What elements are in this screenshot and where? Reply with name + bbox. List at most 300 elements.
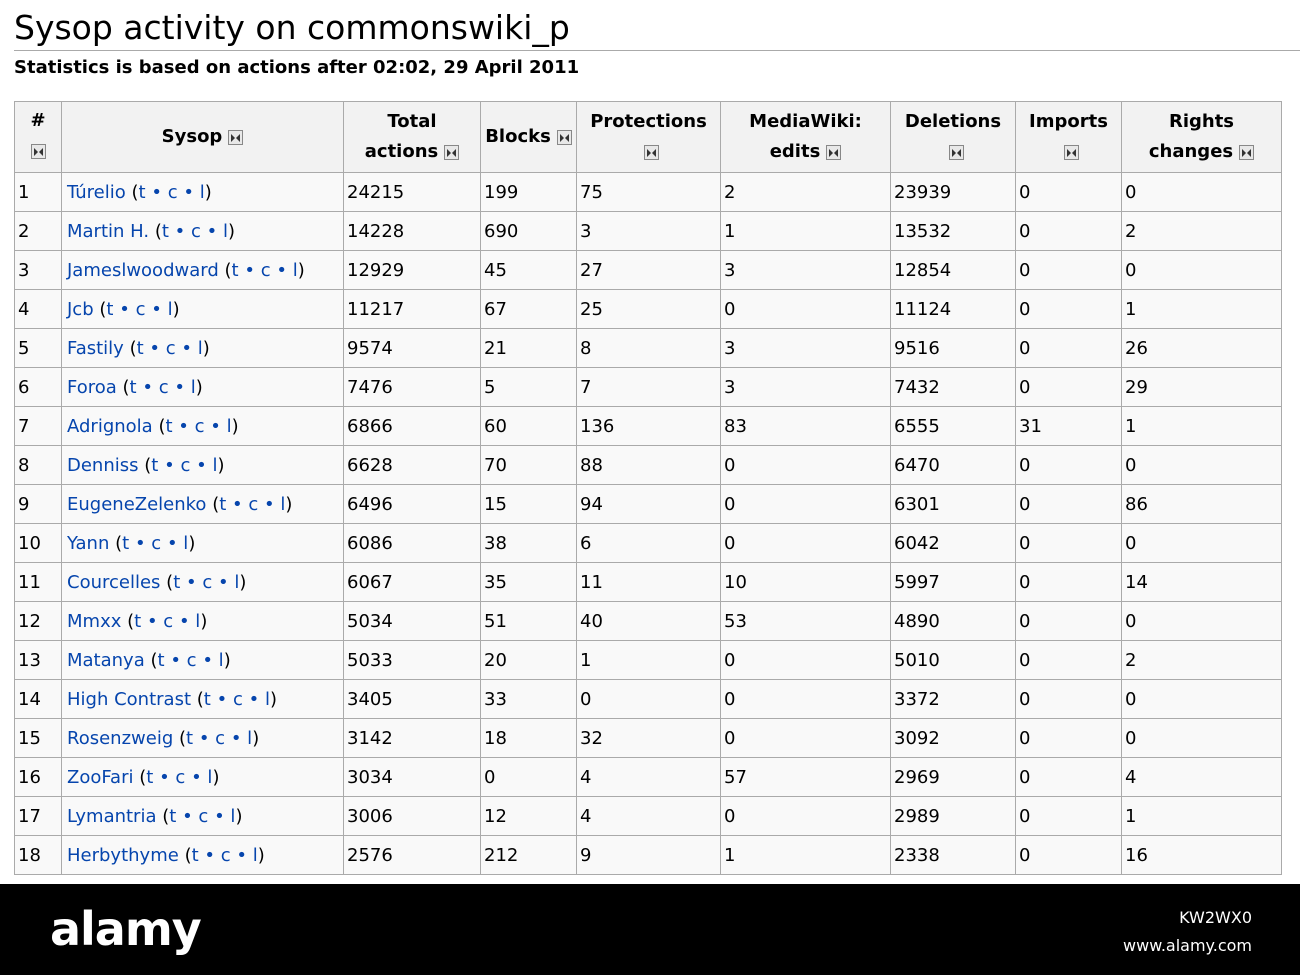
cell-rights: 1 bbox=[1122, 407, 1282, 446]
talk-link[interactable]: t bbox=[136, 337, 144, 359]
separator: • bbox=[210, 415, 221, 437]
table-row bbox=[15, 446, 1282, 485]
contribs-link[interactable]: c bbox=[220, 844, 231, 866]
cell-imports: 31 bbox=[1016, 407, 1122, 446]
cell-rights: 0 bbox=[1122, 446, 1282, 485]
separator: • bbox=[178, 415, 189, 437]
cell-rank: 18 bbox=[15, 836, 62, 875]
separator: • bbox=[151, 298, 162, 320]
table-row bbox=[15, 251, 1282, 290]
cell-blocks: 70 bbox=[481, 446, 577, 485]
cell-imports: 0 bbox=[1016, 641, 1122, 680]
separator: • bbox=[142, 376, 153, 398]
table-row bbox=[15, 407, 1282, 446]
cell-rank: 15 bbox=[15, 719, 62, 758]
talk-link[interactable]: t bbox=[122, 532, 130, 554]
cell-total: 2576 bbox=[344, 836, 481, 875]
contribs-link[interactable]: c bbox=[151, 532, 162, 554]
page-title: Sysop activity on commonswiki_p bbox=[14, 8, 1300, 51]
cell-deletions: 11124 bbox=[891, 290, 1016, 329]
column-header-rights[interactable] bbox=[1122, 102, 1282, 173]
close-paren: ) bbox=[200, 610, 208, 632]
contribs-link[interactable]: c bbox=[248, 493, 259, 515]
cell-imports: 0 bbox=[1016, 485, 1122, 524]
cell-rank: 3 bbox=[15, 251, 62, 290]
separator: • bbox=[248, 688, 260, 710]
contribs-link[interactable]: c bbox=[202, 571, 213, 593]
open-paren: ( bbox=[224, 259, 232, 281]
sysop-user-link[interactable]: High Contrast bbox=[67, 688, 192, 710]
contribs-link[interactable]: c bbox=[165, 337, 176, 359]
cell-rights: 86 bbox=[1122, 485, 1282, 524]
cell-total: 3034 bbox=[344, 758, 481, 797]
column-header-label: Deletions bbox=[904, 111, 1002, 132]
cell-imports: 0 bbox=[1016, 797, 1122, 836]
cell-rights: 0 bbox=[1122, 173, 1282, 212]
cell-rights: 0 bbox=[1122, 680, 1282, 719]
logs-link[interactable]: l bbox=[226, 415, 232, 437]
separator: • bbox=[216, 688, 228, 710]
close-paren: ) bbox=[202, 337, 210, 359]
table-row bbox=[15, 212, 1282, 251]
open-paren: ( bbox=[122, 376, 130, 398]
close-paren: ) bbox=[257, 844, 265, 866]
column-header-label: Protections bbox=[590, 111, 707, 132]
talk-link[interactable]: t bbox=[219, 493, 227, 515]
column-header-imports[interactable] bbox=[1016, 102, 1122, 173]
cell-rights: 1 bbox=[1122, 290, 1282, 329]
talk-link[interactable]: t bbox=[169, 805, 177, 827]
open-paren: ( bbox=[158, 415, 166, 437]
logs-link[interactable]: l bbox=[292, 259, 298, 281]
logs-link[interactable]: l bbox=[195, 610, 201, 632]
logs-link[interactable]: l bbox=[199, 181, 205, 203]
cell-total: 5034 bbox=[344, 602, 481, 641]
sort-icon[interactable] bbox=[1239, 145, 1254, 160]
separator: • bbox=[214, 805, 225, 827]
watermark-bar bbox=[0, 884, 1300, 975]
cell-rank: 9 bbox=[15, 485, 62, 524]
cell-mediawiki: 2 bbox=[721, 173, 891, 212]
cell-imports: 0 bbox=[1016, 836, 1122, 875]
cell-sysop bbox=[62, 368, 344, 407]
sysop-user-link[interactable]: Adrignola bbox=[67, 415, 153, 437]
cell-blocks: 690 bbox=[481, 212, 577, 251]
cell-protections: 27 bbox=[577, 251, 721, 290]
cell-rights: 2 bbox=[1122, 212, 1282, 251]
cell-protections: 6 bbox=[577, 524, 721, 563]
sysop-user-link[interactable]: Mmxx bbox=[67, 610, 122, 632]
sysop-user-link[interactable]: Túrelio bbox=[67, 181, 126, 203]
open-paren: ( bbox=[139, 766, 147, 788]
contribs-link[interactable]: c bbox=[158, 376, 169, 398]
table-row bbox=[15, 173, 1282, 212]
open-paren: ( bbox=[212, 493, 220, 515]
cell-deletions: 6301 bbox=[891, 485, 1016, 524]
sysop-user-link[interactable]: Fastily bbox=[67, 337, 124, 359]
cell-protections: 40 bbox=[577, 602, 721, 641]
logs-link[interactable]: l bbox=[234, 571, 240, 593]
contribs-link[interactable]: c bbox=[175, 766, 186, 788]
cell-deletions: 3092 bbox=[891, 719, 1016, 758]
close-paren: ) bbox=[228, 220, 236, 242]
column-header-sysop[interactable] bbox=[62, 102, 344, 173]
cell-sysop bbox=[62, 719, 344, 758]
watermark-site: www.alamy.com bbox=[1123, 936, 1252, 955]
separator: • bbox=[236, 844, 248, 866]
cell-total: 6086 bbox=[344, 524, 481, 563]
cell-sysop bbox=[62, 758, 344, 797]
open-paren: ( bbox=[99, 298, 107, 320]
cell-sysop bbox=[62, 485, 344, 524]
sysop-user-link[interactable]: ZooFari bbox=[67, 766, 134, 788]
cell-rights: 2 bbox=[1122, 641, 1282, 680]
separator: • bbox=[183, 181, 194, 203]
cell-mediawiki: 0 bbox=[721, 290, 891, 329]
cell-rank: 2 bbox=[15, 212, 62, 251]
separator: • bbox=[178, 610, 190, 632]
table-row bbox=[15, 641, 1282, 680]
talk-link[interactable]: t bbox=[173, 571, 181, 593]
contribs-link[interactable]: c bbox=[191, 220, 201, 242]
separator: • bbox=[134, 532, 146, 554]
cell-total: 5033 bbox=[344, 641, 481, 680]
column-header-label: Blocks bbox=[485, 126, 551, 147]
contribs-link[interactable]: c bbox=[167, 181, 178, 203]
cell-blocks: 0 bbox=[481, 758, 577, 797]
cell-blocks: 18 bbox=[481, 719, 577, 758]
cell-sysop bbox=[62, 563, 344, 602]
cell-deletions: 2969 bbox=[891, 758, 1016, 797]
talk-link[interactable]: t bbox=[146, 766, 154, 788]
sysop-user-link[interactable]: Yann bbox=[67, 532, 110, 554]
separator: • bbox=[191, 766, 202, 788]
logs-link[interactable]: l bbox=[207, 766, 213, 788]
table-header-row bbox=[15, 102, 1282, 173]
cell-rights: 1 bbox=[1122, 797, 1282, 836]
contribs-link[interactable]: c bbox=[186, 649, 197, 671]
separator: • bbox=[182, 805, 193, 827]
talk-link[interactable]: t bbox=[231, 259, 239, 281]
separator: • bbox=[149, 337, 161, 359]
cell-rights: 29 bbox=[1122, 368, 1282, 407]
cell-total: 11217 bbox=[344, 290, 481, 329]
talk-link[interactable]: t bbox=[186, 727, 194, 749]
cell-sysop bbox=[62, 212, 344, 251]
column-header-label: # bbox=[30, 110, 46, 131]
contribs-link[interactable]: c bbox=[135, 298, 146, 320]
contribs-link[interactable]: c bbox=[232, 688, 243, 710]
sysop-user-link[interactable]: Matanya bbox=[67, 649, 145, 671]
cell-blocks: 67 bbox=[481, 290, 577, 329]
contribs-link[interactable]: c bbox=[163, 610, 174, 632]
cell-total: 7476 bbox=[344, 368, 481, 407]
contribs-link[interactable]: c bbox=[215, 727, 226, 749]
logs-link[interactable]: l bbox=[212, 454, 218, 476]
sort-icon[interactable] bbox=[826, 145, 841, 160]
logs-link[interactable]: l bbox=[230, 805, 236, 827]
cell-total: 9574 bbox=[344, 329, 481, 368]
cell-deletions: 13532 bbox=[891, 212, 1016, 251]
cell-deletions: 4890 bbox=[891, 602, 1016, 641]
cell-protections: 11 bbox=[577, 563, 721, 602]
open-paren: ( bbox=[196, 688, 204, 710]
cell-protections: 25 bbox=[577, 290, 721, 329]
logs-link[interactable]: l bbox=[167, 298, 173, 320]
sysop-user-link[interactable]: EugeneZelenko bbox=[67, 493, 207, 515]
cell-imports: 0 bbox=[1016, 290, 1122, 329]
cell-protections: 75 bbox=[577, 173, 721, 212]
cell-imports: 0 bbox=[1016, 758, 1122, 797]
cell-total: 6628 bbox=[344, 446, 481, 485]
talk-link[interactable]: t bbox=[106, 298, 114, 320]
open-paren: ( bbox=[144, 454, 152, 476]
separator: • bbox=[230, 727, 242, 749]
table-row bbox=[15, 290, 1282, 329]
column-header-blocks[interactable] bbox=[481, 102, 577, 173]
column-header-label: Sysop bbox=[161, 126, 223, 147]
contribs-link[interactable]: c bbox=[194, 415, 205, 437]
column-header-deletions[interactable] bbox=[891, 102, 1016, 173]
cell-mediawiki: 0 bbox=[721, 680, 891, 719]
logs-link[interactable]: l bbox=[223, 220, 229, 242]
cell-rank: 10 bbox=[15, 524, 62, 563]
cell-imports: 0 bbox=[1016, 524, 1122, 563]
cell-imports: 0 bbox=[1016, 680, 1122, 719]
cell-deletions: 5010 bbox=[891, 641, 1016, 680]
cell-blocks: 33 bbox=[481, 680, 577, 719]
table-row bbox=[15, 602, 1282, 641]
close-paren: ) bbox=[297, 259, 305, 281]
cell-mediawiki: 0 bbox=[721, 641, 891, 680]
talk-link[interactable]: t bbox=[203, 688, 211, 710]
contribs-link[interactable]: c bbox=[198, 805, 209, 827]
column-header-label-line2: edits bbox=[769, 141, 821, 162]
cell-protections: 88 bbox=[577, 446, 721, 485]
separator: • bbox=[159, 766, 170, 788]
cell-sysop bbox=[62, 173, 344, 212]
table-row bbox=[15, 485, 1282, 524]
cell-blocks: 45 bbox=[481, 251, 577, 290]
close-paren: ) bbox=[231, 415, 239, 437]
cell-deletions: 5997 bbox=[891, 563, 1016, 602]
sysop-user-link[interactable]: Herbythyme bbox=[67, 844, 179, 866]
talk-link[interactable]: t bbox=[161, 220, 169, 242]
cell-deletions: 12854 bbox=[891, 251, 1016, 290]
open-paren: ( bbox=[184, 844, 192, 866]
cell-mediawiki: 3 bbox=[721, 329, 891, 368]
cell-deletions: 2338 bbox=[891, 836, 1016, 875]
cell-deletions: 6042 bbox=[891, 524, 1016, 563]
cell-sysop bbox=[62, 290, 344, 329]
cell-rank: 14 bbox=[15, 680, 62, 719]
separator: • bbox=[217, 571, 229, 593]
cell-sysop bbox=[62, 524, 344, 563]
table-row bbox=[15, 329, 1282, 368]
sort-icon[interactable] bbox=[1064, 145, 1079, 160]
close-paren: ) bbox=[269, 688, 277, 710]
cell-rights: 4 bbox=[1122, 758, 1282, 797]
column-header-mediawiki[interactable] bbox=[721, 102, 891, 173]
cell-rank: 5 bbox=[15, 329, 62, 368]
table-row bbox=[15, 836, 1282, 875]
column-header-rank[interactable] bbox=[15, 102, 62, 173]
talk-link[interactable]: t bbox=[165, 415, 173, 437]
logs-link[interactable]: l bbox=[280, 493, 286, 515]
cell-blocks: 12 bbox=[481, 797, 577, 836]
cell-total: 6866 bbox=[344, 407, 481, 446]
sysop-user-link[interactable]: Foroa bbox=[67, 376, 117, 398]
cell-rights: 0 bbox=[1122, 524, 1282, 563]
sort-icon[interactable] bbox=[31, 144, 46, 159]
column-header-label: Imports bbox=[1029, 111, 1108, 132]
separator: • bbox=[151, 181, 162, 203]
watermark-image-id: KW2WX0 bbox=[1179, 908, 1252, 927]
table-row bbox=[15, 719, 1282, 758]
cell-imports: 0 bbox=[1016, 719, 1122, 758]
cell-sysop bbox=[62, 407, 344, 446]
close-paren: ) bbox=[223, 649, 231, 671]
logs-link[interactable]: l bbox=[218, 649, 224, 671]
separator: • bbox=[276, 259, 287, 281]
cell-imports: 0 bbox=[1016, 563, 1122, 602]
cell-mediawiki: 1 bbox=[721, 836, 891, 875]
cell-protections: 7 bbox=[577, 368, 721, 407]
sysop-user-link[interactable]: Rosenzweig bbox=[67, 727, 174, 749]
column-header-label-line2: changes bbox=[1148, 141, 1234, 162]
close-paren: ) bbox=[285, 493, 293, 515]
cell-protections: 94 bbox=[577, 485, 721, 524]
separator: • bbox=[174, 220, 186, 242]
cell-total: 6067 bbox=[344, 563, 481, 602]
logs-link[interactable]: l bbox=[183, 532, 189, 554]
cell-blocks: 38 bbox=[481, 524, 577, 563]
cell-rank: 12 bbox=[15, 602, 62, 641]
cell-total: 3142 bbox=[344, 719, 481, 758]
sysop-stats-table bbox=[14, 101, 1282, 875]
cell-mediawiki: 3 bbox=[721, 251, 891, 290]
open-paren: ( bbox=[150, 649, 158, 671]
cell-total: 24215 bbox=[344, 173, 481, 212]
cell-imports: 0 bbox=[1016, 251, 1122, 290]
cell-rights: 0 bbox=[1122, 602, 1282, 641]
column-header-label: MediaWiki: bbox=[749, 111, 862, 132]
sysop-user-link[interactable]: Jcb bbox=[67, 298, 94, 320]
table-row bbox=[15, 563, 1282, 602]
talk-link[interactable]: t bbox=[138, 181, 146, 203]
cell-blocks: 199 bbox=[481, 173, 577, 212]
separator: • bbox=[204, 844, 216, 866]
cell-total: 14228 bbox=[344, 212, 481, 251]
cell-mediawiki: 3 bbox=[721, 368, 891, 407]
cell-sysop bbox=[62, 446, 344, 485]
open-paren: ( bbox=[129, 337, 137, 359]
logs-link[interactable]: l bbox=[190, 376, 196, 398]
separator: • bbox=[170, 649, 181, 671]
separator: • bbox=[119, 298, 130, 320]
sort-icon[interactable] bbox=[949, 145, 964, 160]
separator: • bbox=[202, 649, 213, 671]
separator: • bbox=[146, 610, 158, 632]
cell-sysop bbox=[62, 836, 344, 875]
talk-link[interactable]: t bbox=[134, 610, 142, 632]
table-row bbox=[15, 680, 1282, 719]
talk-link[interactable]: t bbox=[191, 844, 199, 866]
close-paren: ) bbox=[212, 766, 220, 788]
cell-sysop bbox=[62, 329, 344, 368]
cell-protections: 1 bbox=[577, 641, 721, 680]
separator: • bbox=[244, 259, 255, 281]
logs-link[interactable]: l bbox=[252, 844, 258, 866]
separator: • bbox=[166, 532, 178, 554]
cell-protections: 9 bbox=[577, 836, 721, 875]
cell-protections: 4 bbox=[577, 758, 721, 797]
talk-link[interactable]: t bbox=[129, 376, 137, 398]
close-paren: ) bbox=[239, 571, 247, 593]
cell-rank: 1 bbox=[15, 173, 62, 212]
sysop-user-link[interactable]: Martin H. bbox=[67, 220, 150, 242]
sysop-user-link[interactable]: Denniss bbox=[67, 454, 139, 476]
close-paren: ) bbox=[195, 376, 203, 398]
cell-rank: 7 bbox=[15, 407, 62, 446]
sysop-user-link[interactable]: Courcelles bbox=[67, 571, 161, 593]
cell-imports: 0 bbox=[1016, 602, 1122, 641]
logs-link[interactable]: l bbox=[197, 337, 203, 359]
open-paren: ( bbox=[131, 181, 139, 203]
contribs-link[interactable]: c bbox=[180, 454, 191, 476]
contribs-link[interactable]: c bbox=[260, 259, 271, 281]
sort-icon[interactable] bbox=[644, 145, 659, 160]
open-paren: ( bbox=[115, 532, 123, 554]
open-paren: ( bbox=[162, 805, 170, 827]
cell-deletions: 23939 bbox=[891, 173, 1016, 212]
column-header-protections[interactable] bbox=[577, 102, 721, 173]
cell-blocks: 212 bbox=[481, 836, 577, 875]
cell-mediawiki: 0 bbox=[721, 797, 891, 836]
open-paren: ( bbox=[166, 571, 174, 593]
cell-blocks: 35 bbox=[481, 563, 577, 602]
column-header-total[interactable] bbox=[344, 102, 481, 173]
cell-deletions: 3372 bbox=[891, 680, 1016, 719]
sort-icon[interactable] bbox=[557, 130, 572, 145]
cell-blocks: 5 bbox=[481, 368, 577, 407]
table-row bbox=[15, 797, 1282, 836]
sysop-user-link[interactable]: Lymantria bbox=[67, 805, 157, 827]
talk-link[interactable]: t bbox=[151, 454, 159, 476]
sysop-user-link[interactable]: Jameslwoodward bbox=[67, 259, 219, 281]
talk-link[interactable]: t bbox=[157, 649, 165, 671]
close-paren: ) bbox=[217, 454, 225, 476]
sort-icon[interactable] bbox=[444, 145, 459, 160]
cell-imports: 0 bbox=[1016, 368, 1122, 407]
cell-mediawiki: 0 bbox=[721, 485, 891, 524]
table-row bbox=[15, 368, 1282, 407]
cell-mediawiki: 0 bbox=[721, 446, 891, 485]
logs-link[interactable]: l bbox=[247, 727, 253, 749]
cell-mediawiki: 53 bbox=[721, 602, 891, 641]
cell-rank: 8 bbox=[15, 446, 62, 485]
logs-link[interactable]: l bbox=[264, 688, 270, 710]
cell-rank: 16 bbox=[15, 758, 62, 797]
separator: • bbox=[164, 454, 175, 476]
cell-blocks: 20 bbox=[481, 641, 577, 680]
column-header-label-line2: actions bbox=[364, 141, 439, 162]
cell-deletions: 7432 bbox=[891, 368, 1016, 407]
separator: • bbox=[185, 571, 197, 593]
sort-icon[interactable] bbox=[228, 130, 243, 145]
cell-rights: 26 bbox=[1122, 329, 1282, 368]
cell-protections: 0 bbox=[577, 680, 721, 719]
